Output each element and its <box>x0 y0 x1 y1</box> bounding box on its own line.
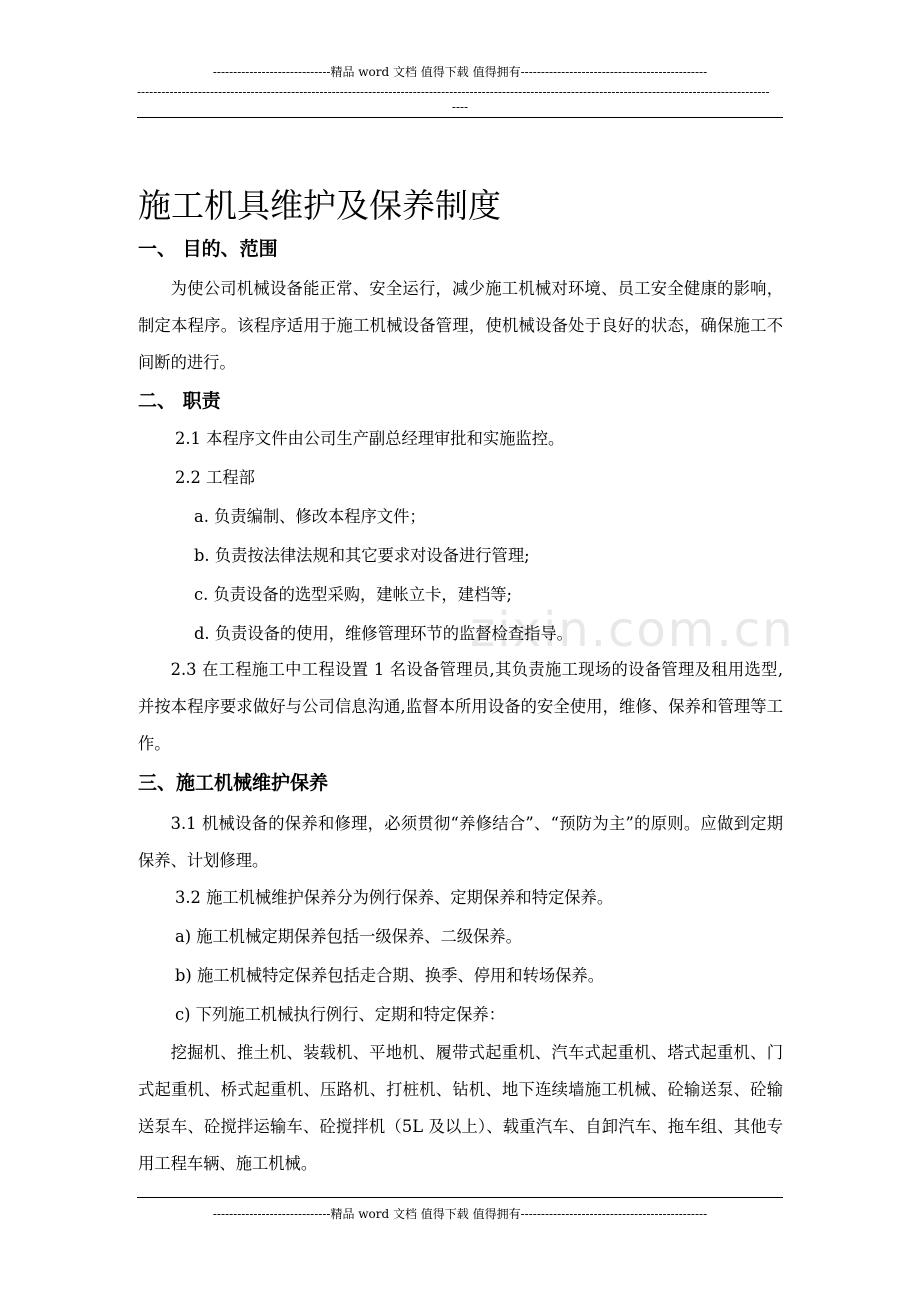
header-dash-line: ------------------------------------------------------------------------------------------------------------------------------------------------------------ <box>137 85 770 99</box>
maintenance-item-3-2: 3.2 施工机械维护保养分为例行保养、定期保养和特定保养。 <box>175 888 614 907</box>
duty-item-2-3: 2.3 在工程施工中工程设置 1 名设备管理员,其负责施工现场的设备管理及租用选型,并按本程序要求做好与公司信息沟通,监督本所用设备的安全使用，维修、保养和管理等工作。 <box>138 660 783 753</box>
watermark: zixin.com.cn <box>470 602 795 658</box>
duty-sub-c: c. 负责设备的选型采购，建帐立卡，建档等; <box>194 585 513 604</box>
header-banner: -----------------------------精品 word 文档 值得下载 值得拥有---------------------------------------------- <box>212 65 708 79</box>
duty-sub-a: a. 负责编制、修改本程序文件； <box>194 507 426 526</box>
duty-item-2-2: 2.2 工程部 <box>175 468 255 487</box>
maintenance-sub-a: a) 施工机械定期保养包括一级保养、二级保养。 <box>175 927 522 946</box>
section-purpose-paragraph: 为使公司机械设备能正常、安全运行，减少施工机械对环境、员工安全健康的影响，制定本程序。该程序适用于施工机械设备管理，使机械设备处于良好的状态，确保施工不间断的进行。 <box>138 279 783 372</box>
maintenance-sub-c: c) 下列施工机械执行例行、定期和特定保养： <box>175 1005 505 1024</box>
header-dash-tail: ---- <box>451 100 469 114</box>
duty-sub-b: b. 负责按法律法规和其它要求对设备进行管理; <box>194 546 530 565</box>
machine-list-paragraph: 挖掘机、推土机、装载机、平地机、履带式起重机、汽车式起重机、塔式起重机、门式起重机、桥式起重机、压路机、打桩机、钻机、地下连续墙施工机械、砼输送泵、砼输送泵车、砼搅拌运输车、砼搅拌机（5L 及以上）、载重汽车、自卸汽车、拖车组、其他专用工程车辆、施工机械。 <box>138 1043 783 1173</box>
footer-rule <box>137 1197 783 1198</box>
document-title: 施工机具维护及保养制度 <box>138 186 501 225</box>
section-heading-duties: 二、 职责 <box>138 390 221 412</box>
maintenance-sub-b: b) 施工机械特定保养包括走合期、换季、停用和转场保养。 <box>175 966 604 985</box>
footer-banner: -----------------------------精品 word 文档 值得下载 值得拥有---------------------------------------------- <box>212 1207 708 1221</box>
duty-item-2-1: 2.1 本程序文件由公司生产副总经理审批和实施监控。 <box>175 429 565 448</box>
section-heading-maintenance: 三、施工机械维护保养 <box>138 772 329 794</box>
maintenance-item-3-1: 3.1 机械设备的保养和修理，必须贯彻“养修结合”、“预防为主”的原则。应做到定期保养、计划修理。 <box>138 814 783 870</box>
duty-sub-d: d. 负责设备的使用，维修管理环节的监督检查指导。 <box>194 624 573 643</box>
section-heading-purpose: 一、 目的、范围 <box>138 238 278 260</box>
header-rule <box>137 117 783 118</box>
